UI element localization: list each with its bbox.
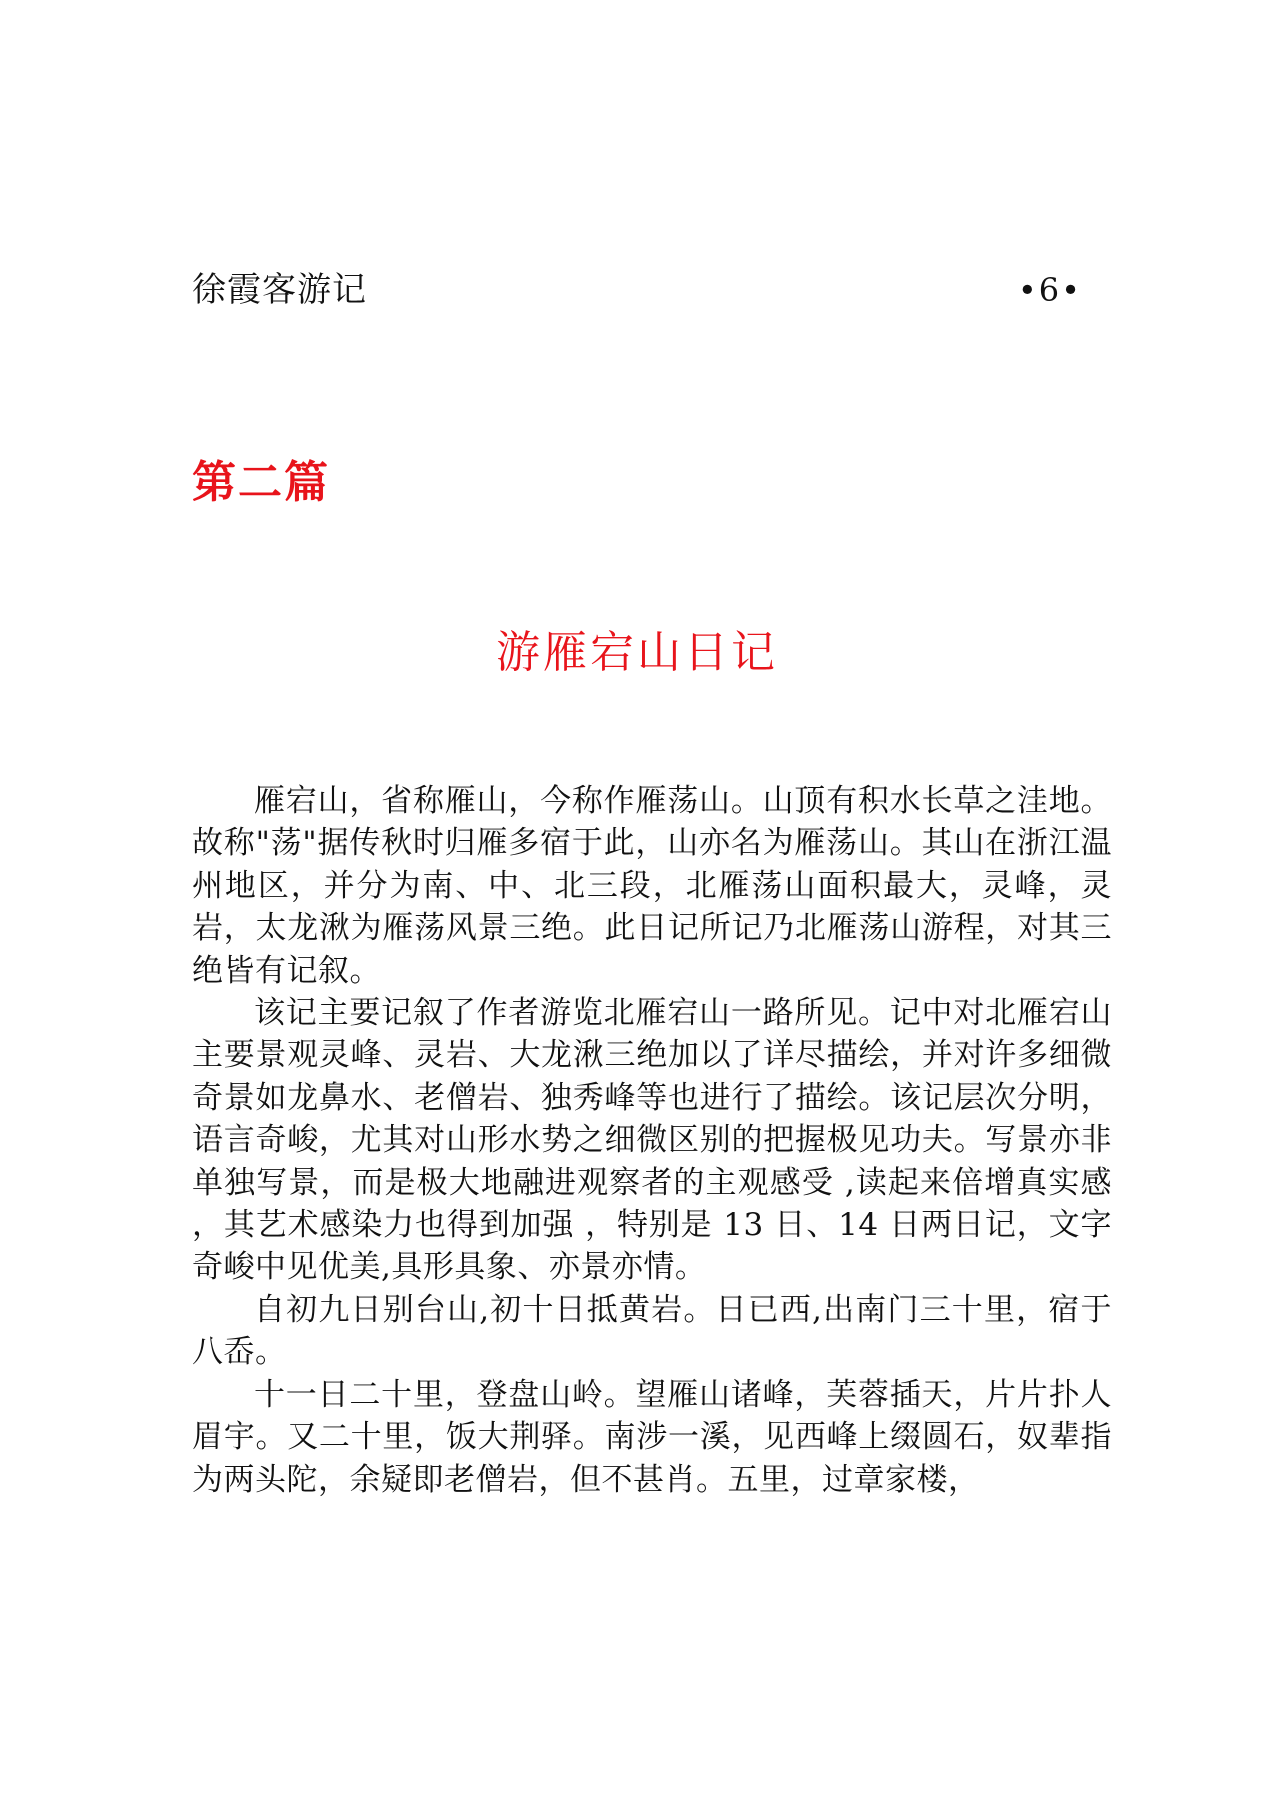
body-text <box>192 780 1112 1501</box>
book-title: 徐霞客游记 <box>192 270 367 310</box>
page-number: •6• <box>1017 271 1082 309</box>
paragraph-intro: 雁宕山，省称雁山，今称作雁荡山。山顶有积水长草之洼地。故称"荡"据传秋时归雁多宿于此，山亦名为雁荡山。其山在浙江温州地区，并分为南、中、北三段，北雁荡山面积最大，灵峰，灵岩，太龙湫为雁荡风景三绝。此日记所记乃北雁荡山游程，对其三绝皆有记叙。 <box>192 783 1112 989</box>
running-header <box>192 268 1082 312</box>
paragraph-day-11: 十一日二十里，登盘山岭。望雁山诸峰，芙蓉插天，片片扑人眉宇。又二十里，饭大荆驿。南涉一溪，见西峰上缀圆石，奴辈指为两头陀，余疑即老僧岩，但不甚肖。五里，过章家楼， <box>192 1376 1112 1498</box>
part-title: 第二篇 <box>192 457 330 508</box>
paragraph-day-9-10: 自初九日别台山,初十日抵黄岩。日已西,出南门三十里，宿于八岙。 <box>192 1291 1112 1371</box>
article-title: 游雁宕山日记 <box>496 627 778 678</box>
paragraph-summary: 该记主要记叙了作者游览北雁宕山一路所见。记中对北雁宕山主要景观灵峰、灵岩、大龙湫三绝加以了详尽描绘，并对许多细微奇景如龙鼻水、老僧岩、独秀峰等也进行了描绘。该记层次分明，语言奇峻，尤其对山形水势之细微区别的把握极见功夫。写景亦非单独写景，而是极大地融进观察者的主观感受 ,读起来倍增真实感 ，其艺术感染力也得到加强 ，特别是 13 日、14 日两日记，文字奇峻中见优美,具形具象、亦景亦情。 <box>192 995 1112 1286</box>
